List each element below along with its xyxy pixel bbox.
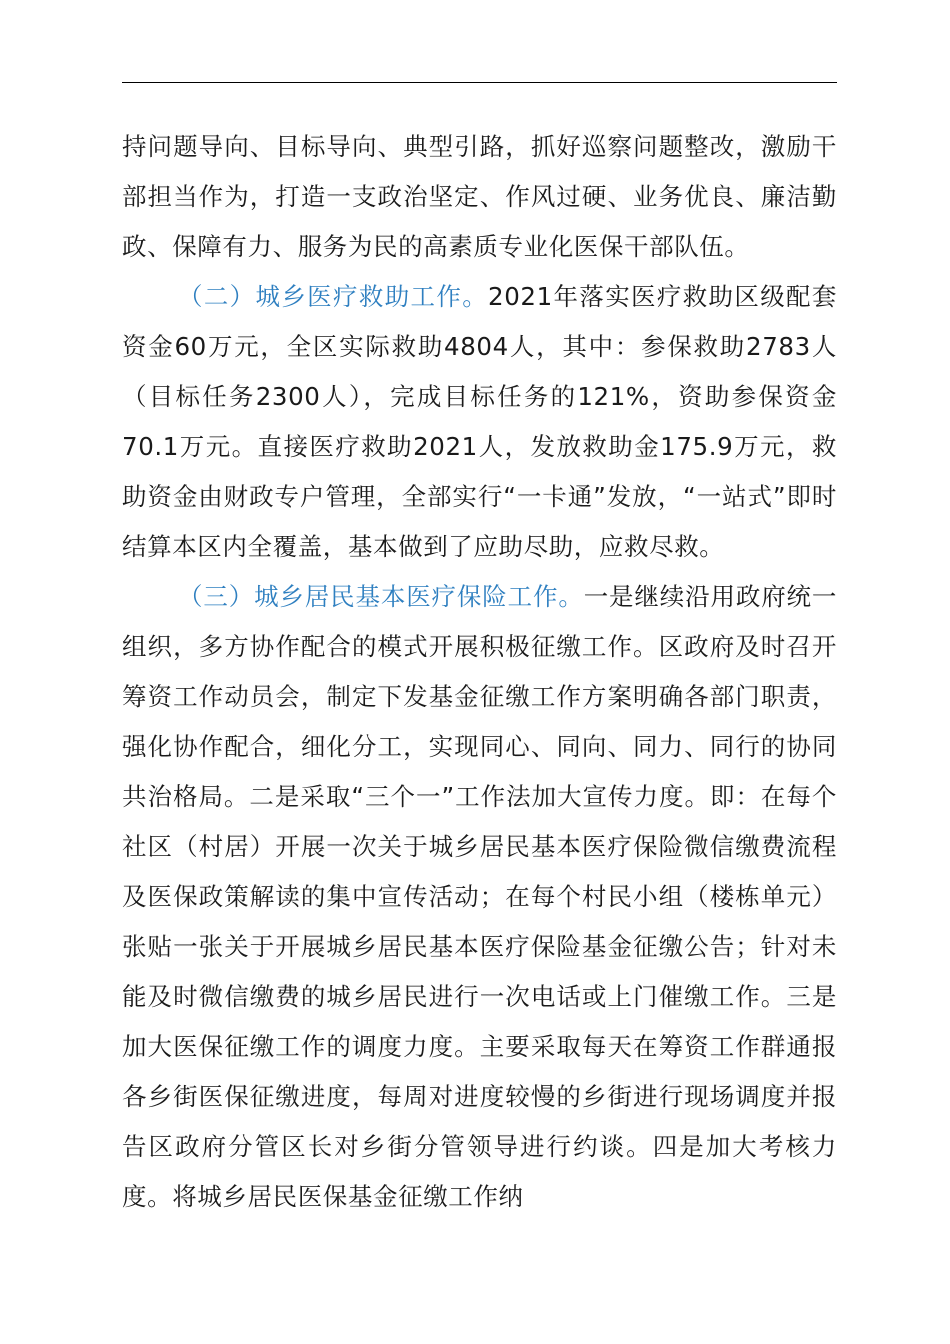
paragraph-medical-assistance <box>122 272 837 572</box>
section-heading-medical-assistance: （二）城乡医疗救助工作。 <box>178 282 489 311</box>
paragraph-continuation <box>122 122 837 272</box>
paragraph-resident-insurance <box>122 572 837 1222</box>
paragraph-text: 2021年落实医疗救助区级配套资金60万元，全区实际救助4804人，其中：参保救助2783人（目标任务2300人），完成目标任务的121%，资助参保资金70.1万元。直接医疗救助2021人，发放救助金175.9万元，救助资金由财政专户管理，全部实行“一卡通”发放，“一站式”即时结算本区内全覆盖，基本做到了应助尽助，应救尽救。 <box>122 282 837 561</box>
document-body <box>122 122 837 1222</box>
section-heading-resident-insurance: （三）城乡居民基本医疗保险工作。 <box>178 582 584 611</box>
header-rule <box>122 82 837 83</box>
paragraph-text: 持问题导向、目标导向、典型引路，抓好巡察问题整改，激励干部担当作为，打造一支政治坚定、作风过硬、业务优良、廉洁勤政、保障有力、服务为民的高素质专业化医保干部队伍。 <box>122 132 837 261</box>
paragraph-text: 一是继续沿用政府统一组织，多方协作配合的模式开展积极征缴工作。区政府及时召开筹资工作动员会，制定下发基金征缴工作方案明确各部门职责，强化协作配合，细化分工，实现同心、同向、同力、同行的协同共治格局。二是采取“三个一”工作法加大宣传力度。即：在每个社区（村居）开展一次关于城乡居民基本医疗保险微信缴费流程及医保政策解读的集中宣传活动；在每个村民小组（楼栋单元）张贴一张关于开展城乡居民基本医疗保险基金征缴公告；针对未能及时微信缴费的城乡居民进行一次电话或上门催缴工作。三是加大医保征缴工作的调度力度。主要采取每天在筹资工作群通报各乡街医保征缴进度，每周对进度较慢的乡街进行现场调度并报告区政府分管区长对乡街分管领导进行约谈。四是加大考核力度。将城乡居民医保基金征缴工作纳 <box>122 582 838 1211</box>
